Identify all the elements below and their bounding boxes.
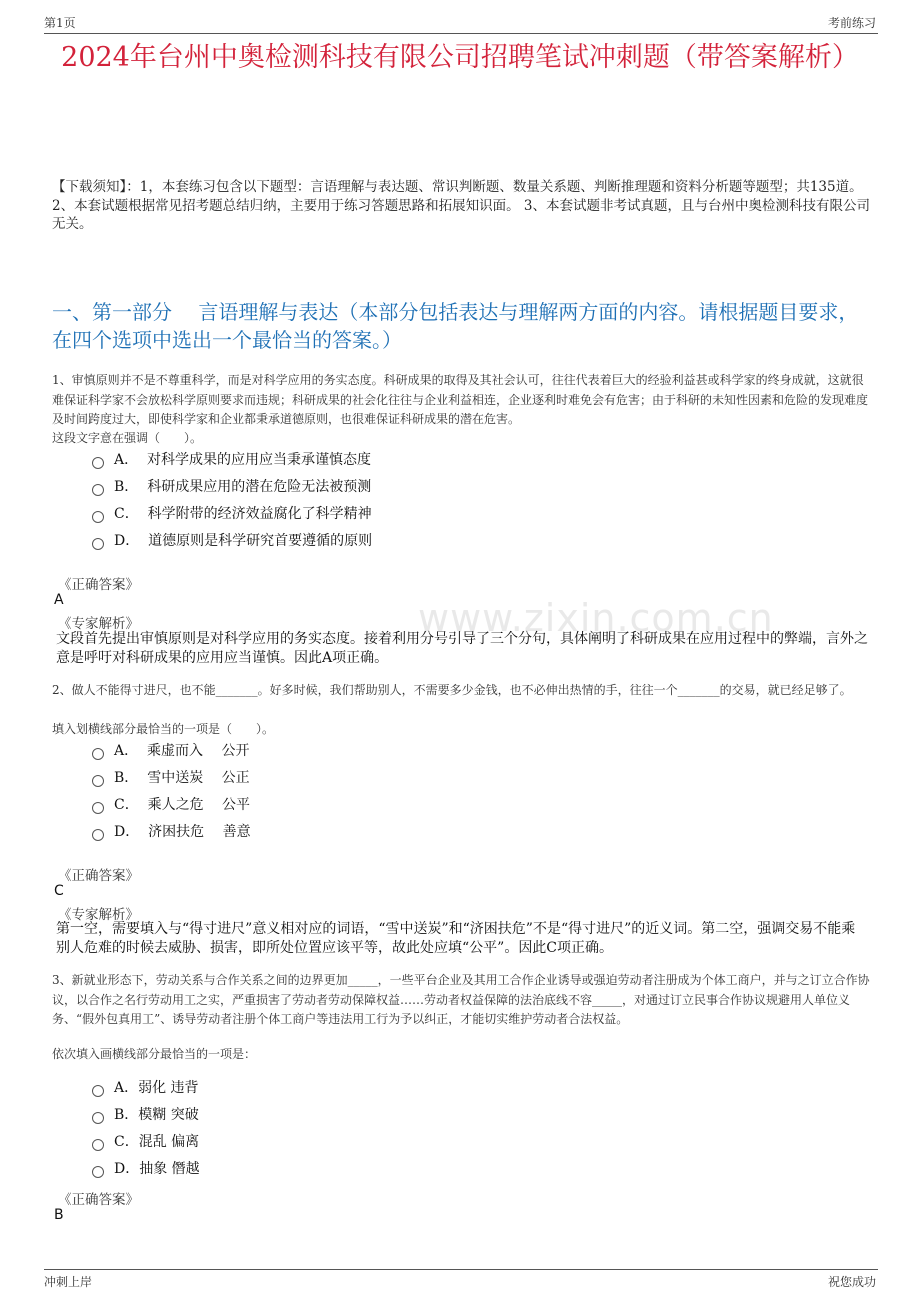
question-2-option-c[interactable]: C． 乘人之危 公平 <box>92 795 250 815</box>
radio-icon[interactable] <box>92 802 104 814</box>
question-1-prompt: 这段文字意在强调（ ）。 <box>52 431 203 445</box>
question-3-option-a[interactable]: A．弱化 违背 <box>92 1078 199 1098</box>
footer-divider <box>44 1269 878 1270</box>
question-1-option-c[interactable]: C． 科学附带的经济效益腐化了科学精神 <box>92 504 372 524</box>
question-3-option-c[interactable]: C．混乱 偏离 <box>92 1132 199 1152</box>
radio-icon[interactable] <box>92 1085 104 1097</box>
question-3-text: 3、新就业形态下，劳动关系与合作关系之间的边界更加_____，一些平台企业及其用工合作企业诱导或强迫劳动者注册成为个体工商户，并与之订立合作协议，以合作之名行劳动用工之实，严重损害了劳动者劳动保障权益……劳动者权益保障的法治底线不容_____，对通过订立民事合作协议规避用人单位义务、“假外包真用工”、诱导劳动者注册个体工商户等违法用工行为予以纠正，才能切实维护劳动者合法权益。 <box>52 973 870 1026</box>
radio-icon[interactable] <box>92 1112 104 1124</box>
analysis-label: 《专家解析》 <box>58 616 139 632</box>
question-1-option-b[interactable]: B． 科研成果应用的潜在危险无法被预测 <box>92 477 371 497</box>
header-divider <box>44 33 878 34</box>
question-3-answer: B <box>54 1207 64 1223</box>
question-2-option-d[interactable]: D． 济困扶危 善意 <box>92 822 251 842</box>
radio-icon[interactable] <box>92 1139 104 1151</box>
footer-left: 冲刺上岸 <box>44 1275 93 1289</box>
answer-label: 《正确答案》 <box>58 1192 139 1208</box>
page-number: 第1页 <box>44 16 76 30</box>
question-3-prompt: 依次填入画横线部分最恰当的一项是： <box>52 1047 257 1061</box>
radio-icon[interactable] <box>92 457 104 469</box>
document-title: 2024年台州中奥检测科技有限公司招聘笔试冲刺题（带答案解析） <box>61 42 859 73</box>
question-2-text: 2、做人不能得寸进尺，也不能_______。好多时候，我们帮助别人，不需要多少金钱，也不必伸出热情的手，往往一个_______的交易，就已经足够了。 <box>52 683 852 697</box>
download-notice: 【下载须知】：1，本套练习包含以下题型：言语理解与表达题、常识判断题、数量关系题、判断推理题和资料分析题等题型；共135道。 2、本套试题根据常见招考题总结归纳，主要用于练习答题思路和拓展知识面。 3、本套试题非考试真题，且与台州中奥检测科技有限公司无关。 <box>52 179 870 232</box>
answer-label: 《正确答案》 <box>58 577 139 593</box>
radio-icon[interactable] <box>92 775 104 787</box>
question-3-option-b[interactable]: B．模糊 突破 <box>92 1105 199 1125</box>
radio-icon[interactable] <box>92 829 104 841</box>
analysis-label: 《专家解析》 <box>58 907 139 923</box>
question-1-option-a[interactable]: A． 对科学成果的应用应当秉承谨慎态度 <box>92 450 371 470</box>
footer-right: 祝您成功 <box>827 1275 876 1289</box>
question-1-option-d[interactable]: D． 道德原则是科学研究首要遵循的原则 <box>92 531 372 551</box>
radio-icon[interactable] <box>92 748 104 760</box>
question-1-analysis: 文段首先提出审慎原则是对科学应用的务实态度。接着利用分号引导了三个分句，具体阐明了科研成果在应用过程中的弊端，言外之意是呼吁对科研成果的应用应当谨慎。因此A项正确。 <box>56 631 868 666</box>
answer-label: 《正确答案》 <box>58 868 139 884</box>
radio-icon[interactable] <box>92 1166 104 1178</box>
question-2-prompt: 填入划横线部分最恰当的一项是（ ）。 <box>52 722 275 736</box>
question-3-option-d[interactable]: D．抽象 僭越 <box>92 1159 200 1179</box>
radio-icon[interactable] <box>92 538 104 550</box>
section-heading: 一、第一部分 言语理解与表达（本部分包括表达与理解两方面的内容。请根据题目要求，在四个选项中选出一个最恰当的答案。） <box>52 300 859 352</box>
header-tag: 考前练习 <box>827 16 876 30</box>
question-2-option-b[interactable]: B． 雪中送炭 公正 <box>92 768 250 788</box>
watermark: www.zixin.com.cn <box>418 596 774 640</box>
question-2-analysis: 第一空，需要填入与“得寸进尺”意义相对应的词语，“雪中送炭”和“济困扶危”不是“得寸进尺”的近义词。第二空，强调交易不能乘别人危难的时候去威胁、损害，即所处位置应该平等，故此处应填“公平”。因此C项正确。 <box>56 921 856 956</box>
question-1-text: 1、审慎原则并不是不尊重科学，而是对科学应用的务实态度。科研成果的取得及其社会认可，往往代表着巨大的经验利益甚或科学家的终身成就，这就很难保证科学家不会放松科学原则要求而违规；科研成果的社会化往往与企业利益相连，企业逐利时难免会有危害；由于科研的未知性因素和危险的发现难度及时间跨度过大，即使科学家和企业都秉承道德原则，也很难保证科研成果的潜在危害。 <box>52 373 869 426</box>
radio-icon[interactable] <box>92 511 104 523</box>
question-2-answer: C <box>54 883 64 899</box>
question-2-option-a[interactable]: A． 乘虚而入 公开 <box>92 741 249 761</box>
question-1-answer: A <box>54 592 64 608</box>
radio-icon[interactable] <box>92 484 104 496</box>
